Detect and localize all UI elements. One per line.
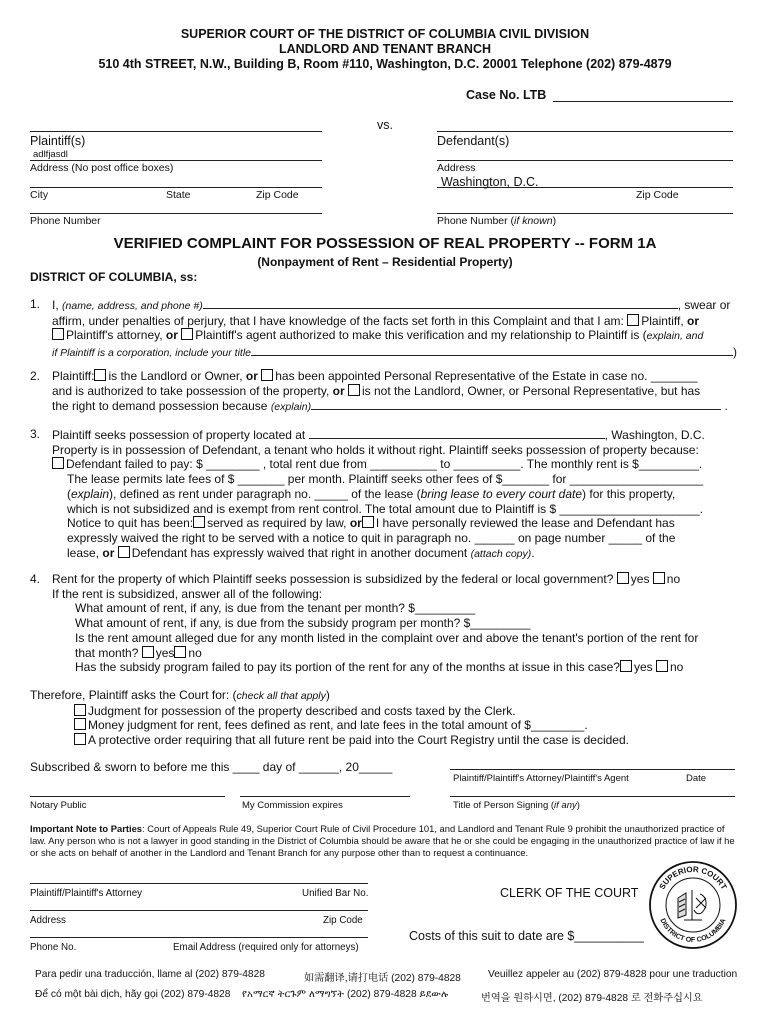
- p2-number: 2.: [30, 369, 41, 383]
- attorney-phone-field[interactable]: [30, 937, 368, 938]
- money-judgment-checkbox[interactable]: [74, 718, 86, 730]
- p2-representative-checkbox[interactable]: [261, 369, 273, 381]
- defendant-address-field[interactable]: [437, 160, 733, 161]
- therefore-block: Therefore, Plaintiff asks the Court for: (check all that apply) Judgment for possession of the property described and costs taxed by the Clerk. Money judgment for rent, fees defined as rent, and late fees in the total amount of $________. A protective order requiring that all future rent be paid into the Court Registry until the case is decided.: [30, 688, 629, 747]
- plaintiff-phone-field[interactable]: [30, 213, 322, 214]
- p1-title-field[interactable]: [251, 344, 733, 356]
- defendant-city-field[interactable]: [437, 187, 733, 188]
- p2-not-landlord-checkbox[interactable]: [348, 384, 360, 396]
- p2-landlord-checkbox[interactable]: [94, 369, 106, 381]
- p4-over-no-checkbox[interactable]: [174, 646, 186, 658]
- plaintiff-address-field[interactable]: [30, 160, 322, 161]
- notary-label: Notary Public: [30, 800, 87, 811]
- important-note: Important Note to Parties: Court of Appeals Rule 49, Superior Court Rule of Civil Procedure 101, and Landlord and Tenant Rule 9 prohibit the unauthorized practice of law. Any person who is not a lawyer in good standing in the District of Columbia should be aware that he or she could be engaging in the unauthorized practice of law if he or she acts on behalf of another in the Landlord and Tenant Branch for any purpose other than to request a continuance.: [30, 823, 735, 858]
- plaintiff-zip-label: Zip Code: [256, 189, 299, 201]
- p3-failed-to-pay-checkbox[interactable]: [52, 457, 64, 469]
- p3-property-field[interactable]: [309, 427, 605, 439]
- plaintiff-address-label: Address (No post office boxes): [30, 162, 174, 174]
- p3-text: Plaintiff seeks possession of property located at , Washington, D.C. Property is in possession of Defendant, a tenant who holds it without right. Plaintiff seeks possession of property because: Defendant failed to pay: $ ________ , total rent due from __________ to __________. The monthly rent is $_________. The lease permits late fees of $ _______ per month. Plaintiff seeks other fees of $_______ for ____________________ (explain), defined as rent under paragraph no. _____ of the lease (bring lease to every court date) for this property, which is not subsidized and is exempt from rent control. The total amount due to Plaintiff is $ _____________________. Notice to quit has been: served as required by law, or I have personally reviewed the lease and Defendant has expressly waived the right to be served with a notice to quit in paragraph no. ______ on page number _____ of the lease, or Defendant has expressly waived that right in another document (attach copy).: [52, 428, 705, 560]
- title-signing-label: Title of Person Signing (if any): [453, 800, 580, 811]
- case-no-field[interactable]: [553, 101, 733, 102]
- defendant-field[interactable]: [437, 131, 733, 132]
- plaintiff-city-label: City: [30, 189, 49, 201]
- p1-name-field[interactable]: [203, 297, 678, 309]
- signature-field[interactable]: [450, 769, 735, 770]
- attorney-field[interactable]: [30, 883, 368, 884]
- p4-subsidized-yes-checkbox[interactable]: [617, 572, 629, 584]
- defendant-address-label: Address: [437, 162, 476, 174]
- branch-name: LANDLORD AND TENANT BRANCH: [278, 42, 492, 56]
- translation-korean: 번역을 원하시면, (202) 879-4828 로 전화주십시요: [481, 993, 703, 1004]
- plaintiff-state-label: State: [166, 189, 191, 201]
- form-subtitle: (Nonpayment of Rent – Residential Property): [257, 255, 513, 269]
- vs-label: vs.: [377, 118, 393, 132]
- plaintiff-value[interactable]: adlfjasdl: [33, 149, 68, 160]
- translation-spanish: Para pedir una traducción, llame al (202) 879-4828: [35, 969, 265, 980]
- court-address: 510 4th STREET, N.W., Building B, Room #110, Washington, D.C. 20001 Telephone (202) 879-4879: [98, 57, 672, 71]
- translation-french: Veuillez appeler au (202) 879-4828 pour une traduction: [488, 969, 738, 980]
- clerk-label: CLERK OF THE COURT: [500, 886, 639, 900]
- case-no-label: Case No. LTB: [466, 88, 547, 102]
- attorney-address-label: Address: [30, 915, 66, 926]
- attorney-label: Plaintiff/Plaintiff's Attorney: [30, 888, 143, 899]
- p4-failed-no-checkbox[interactable]: [656, 660, 668, 672]
- p3-waived-checkbox[interactable]: [118, 546, 130, 558]
- form-title: VERIFIED COMPLAINT FOR POSSESSION OF REAL PROPERTY -- FORM 1A: [113, 235, 657, 252]
- commission-label: My Commission expires: [242, 800, 343, 811]
- protective-order-checkbox[interactable]: [74, 733, 86, 745]
- attorney-phone-label: Phone No.: [30, 942, 77, 953]
- translation-chinese: 如需翻译,请打电话 (202) 879-4828: [304, 973, 461, 984]
- seal-bottom-text: DISTRICT OF COLUMBIA: [658, 917, 728, 945]
- attorney-email-label: Email Address (required only for attorneys): [173, 942, 359, 953]
- court-name: SUPERIOR COURT OF THE DISTRICT OF COLUMBIA CIVIL DIVISION: [180, 27, 590, 41]
- defendant-phone-label: Phone Number (if known): [437, 215, 557, 227]
- translation-vietnamese: Để có một bài dịch, hãy gọi (202) 879-4828: [35, 989, 231, 1000]
- plaintiff-city-field[interactable]: [30, 187, 322, 188]
- p3-served-checkbox[interactable]: [193, 516, 205, 528]
- court-seal: [648, 860, 738, 950]
- seal-top-text: SUPERIOR COURT: [657, 864, 729, 892]
- p4-over-yes-checkbox[interactable]: [142, 646, 154, 658]
- p2-text: Plaintiff: is the Landlord or Owner, or has been appointed Personal Representative of the Estate in case no. _______ and is authorized to take possession of the property, or is not the Landlord, Owner, or Personal Representative, but has the right to demand possession because (explain) .: [52, 369, 728, 414]
- plaintiff-field[interactable]: [30, 131, 322, 132]
- commission-field[interactable]: [240, 796, 410, 797]
- p1-agent-checkbox[interactable]: [181, 328, 193, 340]
- title-signing-field[interactable]: [450, 796, 735, 797]
- p2-explain-field[interactable]: [311, 398, 721, 410]
- costs-label: Costs of this suit to date are $__________: [409, 929, 644, 943]
- p1-text: I, (name, address, and phone #) , swear or affirm, under penalties of perjury, that I have knowledge of the facts set forth in this Complaint and that I am: Plaintiff, or Plaintiff's attorney, or Plaintiff's agent authorized to make this verification and my relationship to Plaintiff is (explain, and if Plaintiff is a corporation, include your title ): [52, 298, 738, 360]
- district-label: DISTRICT OF COLUMBIA, ss:: [30, 270, 198, 284]
- notary-field[interactable]: [30, 796, 225, 797]
- court-seal-graphic: [648, 860, 738, 950]
- attorney-address-field[interactable]: [30, 910, 368, 911]
- bar-no-label: Unified Bar No.: [302, 888, 369, 899]
- sworn-line: Subscribed & sworn to before me this ____ day of ______, 20_____: [30, 760, 393, 774]
- p4-subsidized-no-checkbox[interactable]: [653, 572, 665, 584]
- p1-plaintiff-checkbox[interactable]: [627, 314, 639, 326]
- p4-number: 4.: [30, 572, 41, 586]
- defendant-phone-field[interactable]: [437, 213, 733, 214]
- translation-amharic: የአማርኛ ትርጉም ለማግኘት (202) 879-4828 ይደውሉ: [242, 989, 449, 1000]
- plaintiff-phone-label: Phone Number: [30, 215, 101, 227]
- attorney-zip-label: Zip Code: [323, 915, 363, 926]
- date-label: Date: [686, 773, 707, 784]
- p1-attorney-checkbox[interactable]: [52, 328, 64, 340]
- p3-reviewed-checkbox[interactable]: [362, 516, 374, 528]
- defendant-label: Defendant(s): [437, 134, 510, 148]
- judgment-possession-checkbox[interactable]: [74, 704, 86, 716]
- p1-number: 1.: [30, 297, 41, 311]
- p4-failed-yes-checkbox[interactable]: [620, 660, 632, 672]
- defendant-zip-label: Zip Code: [636, 189, 679, 201]
- attorney-agent-label: Plaintiff/Plaintiff's Attorney/Plaintiff's Agent: [453, 773, 629, 784]
- p3-number: 3.: [30, 427, 41, 441]
- defendant-city-value[interactable]: Washington, D.C.: [441, 175, 539, 189]
- p4-text: Rent for the property of which Plaintiff seeks possession is subsidized by the federal or local government? yes no If the rent is subsidized, answer all of the following: What amount of rent, if any, is due from the tenant per month? $_________ What amount of rent, if any, is due from the subsidy program per month? $_________ Is the rent amount alleged due for any month listed in the complaint over and above the tenant's portion of the rent for that month? yes no Has the subsidy program failed to pay its portion of the rent for any of the months at issue in this case? yes no: [52, 572, 699, 675]
- plaintiff-label: Plaintiff(s): [30, 134, 86, 148]
